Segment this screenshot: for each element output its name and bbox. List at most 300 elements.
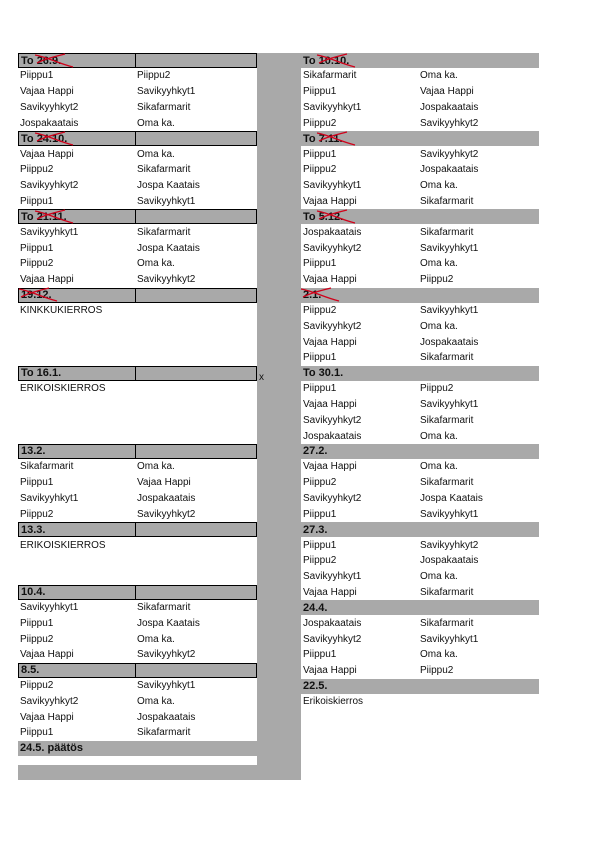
home-team: Savikyyhkyt2 bbox=[303, 320, 362, 332]
round-date-crossed bbox=[37, 133, 68, 145]
away-team: Oma ka. bbox=[420, 430, 458, 442]
home-team: Vajaa Happi bbox=[303, 665, 357, 677]
round-date-cell bbox=[19, 367, 136, 380]
home-team: Piippu2 bbox=[303, 164, 337, 176]
round-date-text: 24.10. bbox=[36, 132, 68, 145]
home-team: Savikyyhkyt2 bbox=[20, 695, 79, 707]
away-team: Sikafarmarit bbox=[420, 226, 474, 238]
away-team: Savikyyhkyt1 bbox=[137, 86, 196, 98]
home-team: Piippu1 bbox=[303, 86, 337, 98]
match-row bbox=[301, 553, 539, 569]
round-date-crossed bbox=[319, 133, 343, 145]
round-date-cell bbox=[301, 444, 418, 459]
match-row bbox=[18, 631, 257, 647]
home-team: Sikafarmarit bbox=[20, 461, 74, 473]
match-list bbox=[18, 381, 257, 444]
away-team: Oma ka. bbox=[420, 180, 458, 192]
away-team: Jospa Kaatais bbox=[137, 617, 200, 629]
round-date bbox=[303, 445, 327, 457]
home-team: Vajaa Happi bbox=[303, 398, 357, 410]
round-date-text: 26.9. bbox=[36, 54, 62, 67]
away-team: Jospa Kaatais bbox=[137, 242, 200, 254]
round-header-blank bbox=[135, 741, 257, 756]
match-row bbox=[301, 84, 539, 100]
match-row bbox=[18, 491, 257, 507]
match-row bbox=[301, 663, 539, 679]
round-header bbox=[301, 209, 539, 224]
match-row bbox=[301, 303, 539, 319]
home-team: Jospakaatais bbox=[303, 226, 362, 238]
round-date bbox=[303, 602, 327, 614]
blank-row bbox=[18, 412, 257, 428]
home-team: Piippu1 bbox=[20, 477, 54, 489]
away-team: Oma ka. bbox=[137, 117, 175, 129]
home-team: Piippu1 bbox=[303, 383, 337, 395]
round-date-cell bbox=[301, 600, 418, 615]
round-header-blank bbox=[136, 54, 256, 67]
stray-x-mark: x bbox=[259, 372, 264, 383]
round-prefix: To bbox=[303, 54, 319, 67]
match-list bbox=[301, 694, 539, 710]
away-team: Oma ka. bbox=[420, 461, 458, 473]
match-row bbox=[18, 678, 257, 694]
away-team: Savikyyhkyt2 bbox=[420, 148, 479, 160]
round-date-crossed bbox=[21, 289, 52, 301]
match-row bbox=[18, 194, 257, 210]
home-team: Savikyyhkyt2 bbox=[303, 414, 362, 426]
away-team: Jospakaatais bbox=[420, 555, 479, 567]
away-team: Savikyyhkyt1 bbox=[420, 633, 479, 645]
match-list bbox=[18, 678, 257, 741]
round-header-blank bbox=[418, 444, 539, 459]
match-row bbox=[301, 569, 539, 585]
round-header bbox=[301, 600, 539, 615]
home-team: Savikyyhkyt2 bbox=[303, 633, 362, 645]
round-header bbox=[301, 53, 539, 68]
round-header bbox=[301, 366, 539, 381]
match-list bbox=[301, 68, 539, 131]
match-row bbox=[301, 475, 539, 491]
away-team: Savikyyhkyt2 bbox=[420, 539, 479, 551]
match-row bbox=[18, 709, 257, 725]
away-team: Sikafarmarit bbox=[137, 101, 191, 113]
round-prefix: To bbox=[21, 210, 37, 223]
round-date-text: 24.4. bbox=[303, 601, 328, 614]
center-gray-band bbox=[257, 53, 301, 780]
round-date-text: 24.5. päätös bbox=[20, 742, 83, 755]
round-date-text: 22.5. bbox=[303, 680, 328, 692]
round-date-text: 10.10. bbox=[318, 54, 350, 67]
round-date-cell bbox=[19, 586, 136, 599]
right-schedule-column bbox=[301, 53, 539, 709]
round-date bbox=[303, 680, 327, 692]
match-row bbox=[18, 84, 257, 100]
round-date-cell bbox=[19, 289, 136, 302]
match-list bbox=[301, 381, 539, 444]
match-row bbox=[301, 334, 539, 350]
home-team: Piippu1 bbox=[303, 258, 337, 270]
round-date bbox=[20, 742, 83, 754]
round-prefix: To bbox=[303, 210, 319, 223]
away-team: Savikyyhkyt1 bbox=[137, 195, 196, 207]
round-date-text: To 16.1. bbox=[21, 367, 62, 380]
round-header bbox=[18, 209, 257, 224]
round-date-crossed bbox=[319, 55, 350, 67]
round-date-cell bbox=[18, 741, 135, 756]
round-header bbox=[18, 522, 257, 537]
home-team: Savikyyhkyt1 bbox=[303, 571, 362, 583]
round-date-text: 7.11. bbox=[318, 132, 343, 145]
round-header bbox=[18, 444, 257, 459]
home-team: Jospakaatais bbox=[303, 430, 362, 442]
round-note: Erikoiskierros bbox=[303, 695, 364, 707]
round-header bbox=[301, 444, 539, 459]
round-header-blank bbox=[136, 210, 256, 223]
round-date-crossed bbox=[37, 55, 61, 67]
home-team: Vajaa Happi bbox=[303, 195, 357, 207]
away-team: Piippu2 bbox=[420, 274, 454, 286]
match-list bbox=[18, 537, 257, 584]
match-row bbox=[301, 68, 539, 84]
round-date-cell bbox=[301, 53, 418, 68]
round-date-cell bbox=[19, 54, 136, 67]
round-date-cell bbox=[19, 523, 136, 536]
away-team: Oma ka. bbox=[137, 695, 175, 707]
round-header bbox=[18, 366, 257, 381]
away-team: Savikyyhkyt1 bbox=[420, 242, 479, 254]
left-schedule-column bbox=[18, 53, 257, 756]
round-date-text: 10.4. bbox=[21, 586, 46, 599]
match-row bbox=[18, 146, 257, 162]
match-list bbox=[18, 146, 257, 209]
round-header-blank bbox=[418, 131, 539, 146]
away-team: Oma ka. bbox=[420, 571, 458, 583]
home-team: Piippu1 bbox=[20, 70, 54, 82]
round-header-blank bbox=[136, 523, 256, 536]
home-team: Vajaa Happi bbox=[303, 461, 357, 473]
home-team: Piippu2 bbox=[303, 117, 337, 129]
blank-row bbox=[18, 318, 257, 334]
match-row bbox=[18, 100, 257, 116]
away-team: Oma ka. bbox=[420, 649, 458, 661]
away-team: Savikyyhkyt1 bbox=[420, 304, 479, 316]
away-team: Sikafarmarit bbox=[420, 477, 474, 489]
away-team: Sikafarmarit bbox=[420, 414, 474, 426]
home-team: Vajaa Happi bbox=[303, 336, 357, 348]
away-team: Sikafarmarit bbox=[420, 195, 474, 207]
away-team: Jospakaatais bbox=[137, 492, 196, 504]
round-header bbox=[301, 522, 539, 537]
round-date-text: 21.11. bbox=[36, 210, 67, 223]
match-row bbox=[301, 537, 539, 553]
match-list bbox=[301, 537, 539, 600]
match-row bbox=[18, 178, 257, 194]
away-team: Savikyyhkyt2 bbox=[137, 649, 196, 661]
match-row bbox=[301, 240, 539, 256]
match-row bbox=[301, 647, 539, 663]
match-list bbox=[18, 459, 257, 522]
match-row bbox=[301, 459, 539, 475]
away-team: Jospakaatais bbox=[137, 711, 196, 723]
match-row bbox=[301, 272, 539, 288]
match-row bbox=[18, 600, 257, 616]
round-date-cell bbox=[19, 132, 136, 145]
away-team: Oma ka. bbox=[420, 320, 458, 332]
round-date-crossed bbox=[37, 211, 67, 223]
away-team: Savikyyhkyt2 bbox=[137, 508, 196, 520]
away-team: Sikafarmarit bbox=[137, 727, 191, 739]
round-date bbox=[303, 524, 327, 536]
away-team: Jospakaatais bbox=[420, 164, 479, 176]
home-team: Savikyyhkyt1 bbox=[20, 601, 79, 613]
match-row bbox=[18, 256, 257, 272]
round-date-text: 5.12. bbox=[318, 210, 344, 223]
match-row bbox=[18, 725, 257, 741]
away-team: Sikafarmarit bbox=[420, 617, 474, 629]
blank-row bbox=[18, 553, 257, 569]
match-row bbox=[18, 506, 257, 522]
round-date-cell bbox=[301, 209, 418, 224]
home-team: Savikyyhkyt1 bbox=[303, 180, 362, 192]
round-date bbox=[21, 524, 45, 536]
match-row bbox=[301, 381, 539, 397]
away-team: Oma ka. bbox=[137, 633, 175, 645]
away-team: Piippu2 bbox=[420, 665, 454, 677]
home-team: Vajaa Happi bbox=[20, 148, 74, 160]
round-note: ERIKOISKIERROS bbox=[20, 383, 106, 395]
match-list bbox=[301, 303, 539, 366]
home-team: Vajaa Happi bbox=[20, 86, 74, 98]
round-header bbox=[18, 53, 257, 68]
away-team: Oma ka. bbox=[420, 70, 458, 82]
match-row bbox=[18, 224, 257, 240]
round-header-blank bbox=[136, 586, 256, 599]
match-row bbox=[18, 694, 257, 710]
match-list bbox=[301, 224, 539, 287]
match-row bbox=[18, 115, 257, 131]
match-row bbox=[18, 272, 257, 288]
match-row bbox=[18, 68, 257, 84]
round-header bbox=[18, 741, 257, 756]
round-header-blank bbox=[136, 132, 256, 145]
blank-row bbox=[18, 428, 257, 444]
away-team: Oma ka. bbox=[420, 258, 458, 270]
round-header-blank bbox=[418, 53, 539, 68]
round-header bbox=[18, 131, 257, 146]
home-team: Piippu1 bbox=[303, 649, 337, 661]
away-team: Jospakaatais bbox=[420, 101, 479, 113]
round-date-crossed bbox=[319, 211, 343, 223]
bottom-gray-band bbox=[18, 765, 301, 780]
match-row bbox=[301, 615, 539, 631]
match-row bbox=[18, 615, 257, 631]
match-list bbox=[18, 303, 257, 366]
round-date-text: 13.3. bbox=[21, 523, 46, 536]
away-team: Vajaa Happi bbox=[137, 477, 191, 489]
home-team: Piippu2 bbox=[303, 477, 337, 489]
home-team: Savikyyhkyt1 bbox=[20, 226, 79, 238]
home-team: Vajaa Happi bbox=[303, 274, 357, 286]
home-team: Savikyyhkyt2 bbox=[303, 492, 362, 504]
match-row bbox=[301, 178, 539, 194]
match-row bbox=[301, 428, 539, 444]
round-date-text: To 30.1. bbox=[303, 367, 344, 380]
round-header-blank bbox=[418, 600, 539, 615]
blank-row bbox=[18, 569, 257, 585]
match-row bbox=[18, 459, 257, 475]
home-team: Savikyyhkyt2 bbox=[303, 242, 362, 254]
round-date-cell bbox=[301, 288, 418, 303]
round-header bbox=[18, 288, 257, 303]
home-team: Piippu1 bbox=[20, 617, 54, 629]
away-team: Sikafarmarit bbox=[420, 352, 474, 364]
round-header-blank bbox=[136, 445, 256, 458]
round-date-cell bbox=[301, 131, 418, 146]
match-row bbox=[301, 256, 539, 272]
home-team: Vajaa Happi bbox=[20, 649, 74, 661]
home-team: Jospakaatais bbox=[20, 117, 79, 129]
away-team: Sikafarmarit bbox=[137, 164, 191, 176]
match-row bbox=[301, 585, 539, 601]
round-date-text: 27.2. bbox=[303, 445, 328, 458]
home-team: Jospakaatais bbox=[303, 617, 362, 629]
match-row bbox=[301, 491, 539, 507]
match-list bbox=[18, 68, 257, 131]
match-list bbox=[301, 615, 539, 678]
away-team: Vajaa Happi bbox=[420, 86, 474, 98]
round-date-cell bbox=[19, 445, 136, 458]
round-header bbox=[18, 663, 257, 678]
round-header-blank bbox=[418, 209, 539, 224]
match-row bbox=[301, 412, 539, 428]
away-team: Savikyyhkyt1 bbox=[137, 680, 196, 692]
round-note: KINKKUKIERROS bbox=[20, 304, 103, 316]
home-team: Piippu1 bbox=[20, 242, 54, 254]
round-header-blank bbox=[418, 679, 539, 694]
round-prefix: To bbox=[303, 132, 319, 145]
home-team: Savikyyhkyt1 bbox=[20, 492, 79, 504]
match-row bbox=[301, 162, 539, 178]
round-date bbox=[303, 367, 343, 379]
match-row bbox=[18, 475, 257, 491]
match-row bbox=[301, 397, 539, 413]
home-team: Piippu2 bbox=[20, 633, 54, 645]
away-team: Piippu2 bbox=[137, 70, 171, 82]
away-team: Jospakaatais bbox=[420, 336, 479, 348]
round-date-text: 8.5. bbox=[21, 664, 40, 677]
match-list bbox=[18, 224, 257, 287]
round-date bbox=[21, 367, 61, 379]
home-team: Piippu2 bbox=[20, 508, 54, 520]
round-header bbox=[18, 585, 257, 600]
round-date-text: 19.12. bbox=[21, 289, 52, 302]
away-team: Sikafarmarit bbox=[420, 586, 474, 598]
blank-row bbox=[18, 397, 257, 413]
home-team: Piippu1 bbox=[303, 352, 337, 364]
match-row bbox=[301, 100, 539, 116]
round-date-crossed bbox=[303, 289, 321, 301]
round-header-blank bbox=[136, 664, 256, 677]
blank-row bbox=[18, 334, 257, 350]
round-header-blank bbox=[418, 288, 539, 303]
round-date-text: 27.3. bbox=[303, 523, 328, 536]
home-team: Vajaa Happi bbox=[303, 586, 357, 598]
away-team: Piippu2 bbox=[420, 383, 454, 395]
away-team: Oma ka. bbox=[137, 461, 175, 473]
home-team: Sikafarmarit bbox=[303, 70, 357, 82]
round-note: ERIKOISKIERROS bbox=[20, 539, 106, 551]
round-header bbox=[301, 679, 539, 694]
home-team: Piippu2 bbox=[303, 304, 337, 316]
round-date-cell bbox=[301, 522, 418, 537]
match-row bbox=[301, 224, 539, 240]
home-team: Savikyyhkyt2 bbox=[20, 101, 79, 113]
round-header-blank bbox=[136, 367, 256, 380]
away-team: Savikyyhkyt1 bbox=[420, 398, 479, 410]
match-row bbox=[301, 194, 539, 210]
away-team: Savikyyhkyt1 bbox=[420, 508, 479, 520]
round-date-cell bbox=[19, 664, 136, 677]
home-team: Piippu1 bbox=[303, 148, 337, 160]
match-row bbox=[301, 506, 539, 522]
home-team: Savikyyhkyt1 bbox=[303, 101, 362, 113]
round-header bbox=[301, 288, 539, 303]
round-date-text: 2.1. bbox=[303, 289, 322, 302]
away-team: Jospa Kaatais bbox=[137, 180, 200, 192]
round-prefix: To bbox=[21, 54, 37, 67]
match-row bbox=[18, 647, 257, 663]
round-date-cell bbox=[301, 366, 418, 381]
match-row bbox=[301, 146, 539, 162]
match-list bbox=[18, 600, 257, 663]
home-team: Piippu1 bbox=[303, 539, 337, 551]
home-team: Vajaa Happi bbox=[20, 711, 74, 723]
home-team: Piippu2 bbox=[20, 164, 54, 176]
match-list bbox=[301, 459, 539, 522]
round-date bbox=[21, 664, 39, 676]
round-date-cell bbox=[301, 679, 418, 694]
round-date bbox=[21, 586, 45, 598]
round-prefix: To bbox=[21, 132, 37, 145]
away-team: Savikyyhkyt2 bbox=[137, 274, 196, 286]
away-team: Oma ka. bbox=[137, 148, 175, 160]
match-row bbox=[301, 350, 539, 366]
home-team: Piippu2 bbox=[303, 555, 337, 567]
match-row bbox=[18, 162, 257, 178]
home-team: Piippu1 bbox=[20, 727, 54, 739]
round-date-text: 13.2. bbox=[21, 445, 46, 458]
away-team: Oma ka. bbox=[137, 258, 175, 270]
home-team: Piippu2 bbox=[20, 258, 54, 270]
home-team: Piippu1 bbox=[20, 195, 54, 207]
round-header bbox=[301, 131, 539, 146]
match-row bbox=[301, 115, 539, 131]
round-date-cell bbox=[19, 210, 136, 223]
round-header-blank bbox=[418, 522, 539, 537]
round-date bbox=[21, 445, 45, 457]
match-row bbox=[301, 318, 539, 334]
home-team: Vajaa Happi bbox=[20, 274, 74, 286]
away-team: Sikafarmarit bbox=[137, 226, 191, 238]
round-header-blank bbox=[136, 289, 256, 302]
away-team: Sikafarmarit bbox=[137, 601, 191, 613]
home-team: Piippu1 bbox=[303, 508, 337, 520]
home-team: Savikyyhkyt2 bbox=[20, 180, 79, 192]
home-team: Piippu2 bbox=[20, 680, 54, 692]
round-header-blank bbox=[418, 366, 539, 381]
away-team: Jospa Kaatais bbox=[420, 492, 483, 504]
match-row bbox=[18, 240, 257, 256]
